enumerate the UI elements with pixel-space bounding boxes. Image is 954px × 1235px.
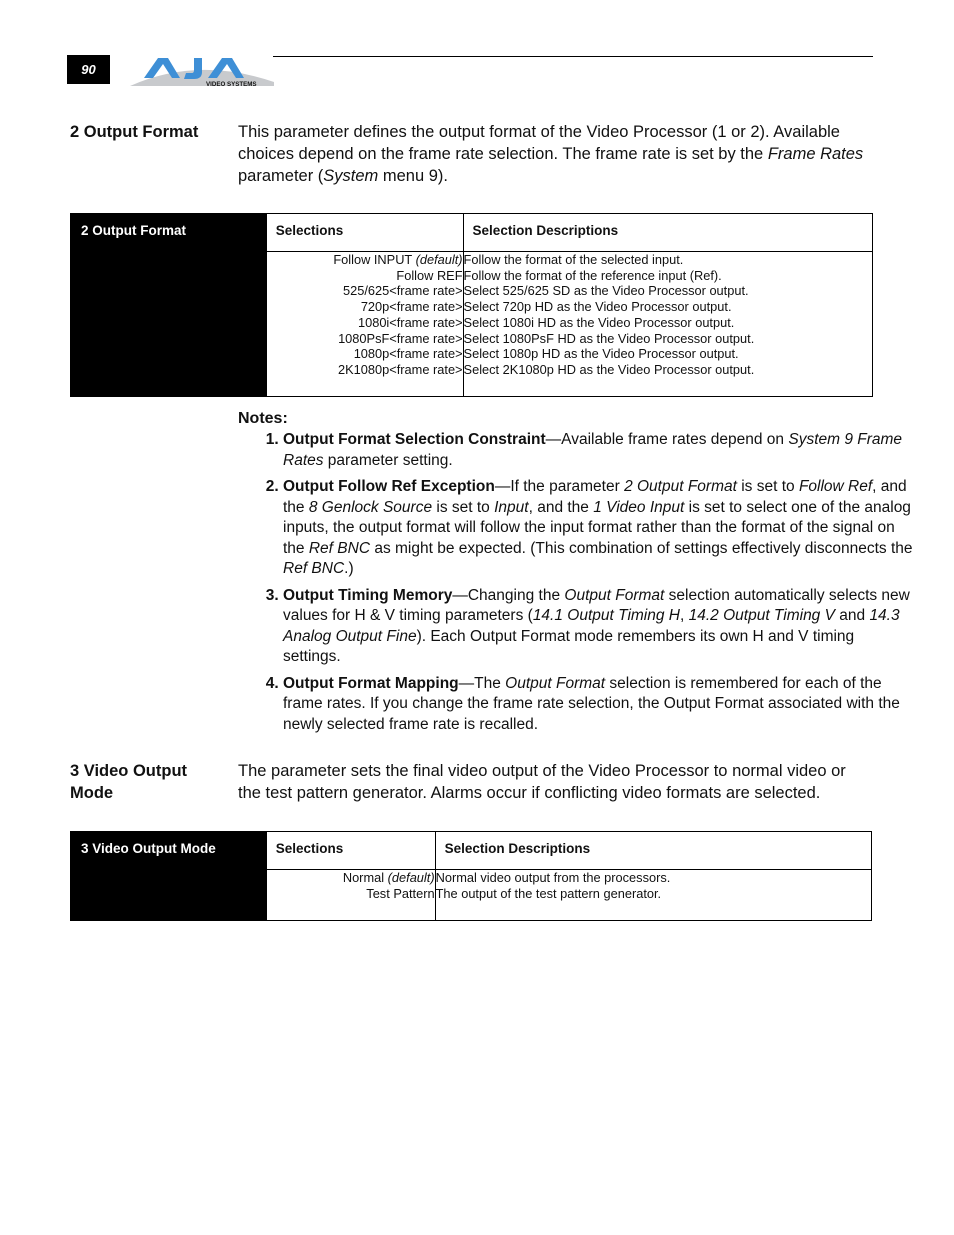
header-rule: [273, 56, 873, 57]
selection-item: Test Pattern: [366, 885, 435, 901]
note-item: 2. Output Follow Ref Exception—If the parameter 2 Output Format is set to Follow Ref, and the 8 Genlock Source is set to Input, and the 1 Video Input is set to select one of the analog inputs, the output format will follow the input format rather than the format of the signal on the Ref BNC as might be expected. (This combination of settings effectively disconnects the Ref BNC.): [283, 477, 915, 580]
intro-text: This parameter defines the output format of the Video Processor (1 or 2). Available choices depend on the frame rate selection. The frame rate is set by the: [238, 123, 840, 163]
description-item: Select 2K1080p HD as the Video Processor output.: [463, 361, 755, 377]
selection-item: 1080p<frame rate>: [353, 346, 463, 362]
logo-letter-a1: [144, 58, 180, 78]
column-header-descriptions: Selection Descriptions: [435, 832, 871, 870]
column-header-selections: Selections: [266, 214, 463, 252]
selection-item: 720p<frame rate>: [360, 299, 463, 315]
table-parameter-name: 2 Output Format: [71, 214, 267, 397]
table-parameter-name: 3 Video Output Mode: [71, 832, 267, 921]
description-item: Select 720p HD as the Video Processor output.: [463, 299, 732, 315]
intro-text: menu 9).: [378, 167, 448, 185]
note-item: 3. Output Timing Memory—Changing the Output Format selection automatically selects new values for H & V timing parameters (14.1 Output Timing H, 14.2 Output Timing V and 14.3 Analog Output Fine). Each Output Format mode remembers its own H and V timing settings.: [283, 586, 915, 668]
selection-item: Normal (default): [342, 870, 435, 885]
description-item: Select 1080PsF HD as the Video Processor output.: [463, 330, 755, 346]
aja-logo: [128, 52, 276, 90]
selection-item: 525/625<frame rate>: [343, 283, 463, 299]
page-number: 90: [67, 55, 110, 84]
selection-item: Follow INPUT (default): [333, 252, 463, 267]
column-header-selections: Selections: [266, 832, 435, 870]
note-item: 1. Output Format Selection Constraint—Available frame rates depend on System 9 Frame Rates parameter setting.: [283, 430, 915, 471]
note-item: 4. Output Format Mapping—The Output Format selection is remembered for each of the frame rates. If you change the frame rate selection, the Output Format associated with the newly selected frame rate is recalled.: [283, 674, 915, 736]
intro-emphasis: Frame Rates: [767, 145, 864, 163]
selection-item: 1080PsF<frame rate>: [338, 330, 463, 346]
section-title-output-format: 2 Output Format: [70, 123, 199, 141]
selections-cell: [266, 870, 435, 921]
logo-letter-j: [184, 58, 202, 79]
output-format-table: [70, 213, 873, 397]
descriptions-cell: [435, 870, 871, 921]
description-item: Select 1080i HD as the Video Processor output.: [463, 314, 735, 330]
section-intro-video-output-mode: The parameter sets the final video output of the Video Processor to normal video or the test pattern generator. Alarms occur if conflicting video formats are selected.: [238, 762, 846, 802]
selection-item: Follow REF: [396, 267, 463, 283]
section-title-video-output-mode: 3 Video Output Mode: [70, 762, 188, 802]
description-item: The output of the test pattern generator.: [435, 885, 662, 901]
selections-cell: [266, 252, 463, 397]
selection-item: 1080i<frame rate>: [357, 314, 463, 330]
video-output-mode-table: [70, 831, 872, 921]
description-item: Select 525/625 SD as the Video Processor output.: [463, 283, 749, 299]
descriptions-cell: [463, 252, 872, 397]
logo-subtext: VIDEO SYSTEMS: [206, 81, 257, 88]
description-item: Select 1080p HD as the Video Processor output.: [463, 346, 739, 362]
intro-text: parameter (: [238, 167, 324, 185]
intro-emphasis: System: [323, 167, 379, 185]
description-item: Follow the format of the reference input (Ref).: [463, 267, 722, 283]
description-item: Follow the format of the selected input.: [463, 252, 684, 267]
notes-title: Notes:: [238, 410, 288, 427]
description-item: Normal video output from the processors.: [435, 870, 671, 885]
notes-list: [238, 430, 915, 741]
section-intro-output-format: [238, 121, 870, 187]
column-header-descriptions: Selection Descriptions: [463, 214, 872, 252]
selection-item: 2K1080p<frame rate>: [338, 361, 463, 377]
